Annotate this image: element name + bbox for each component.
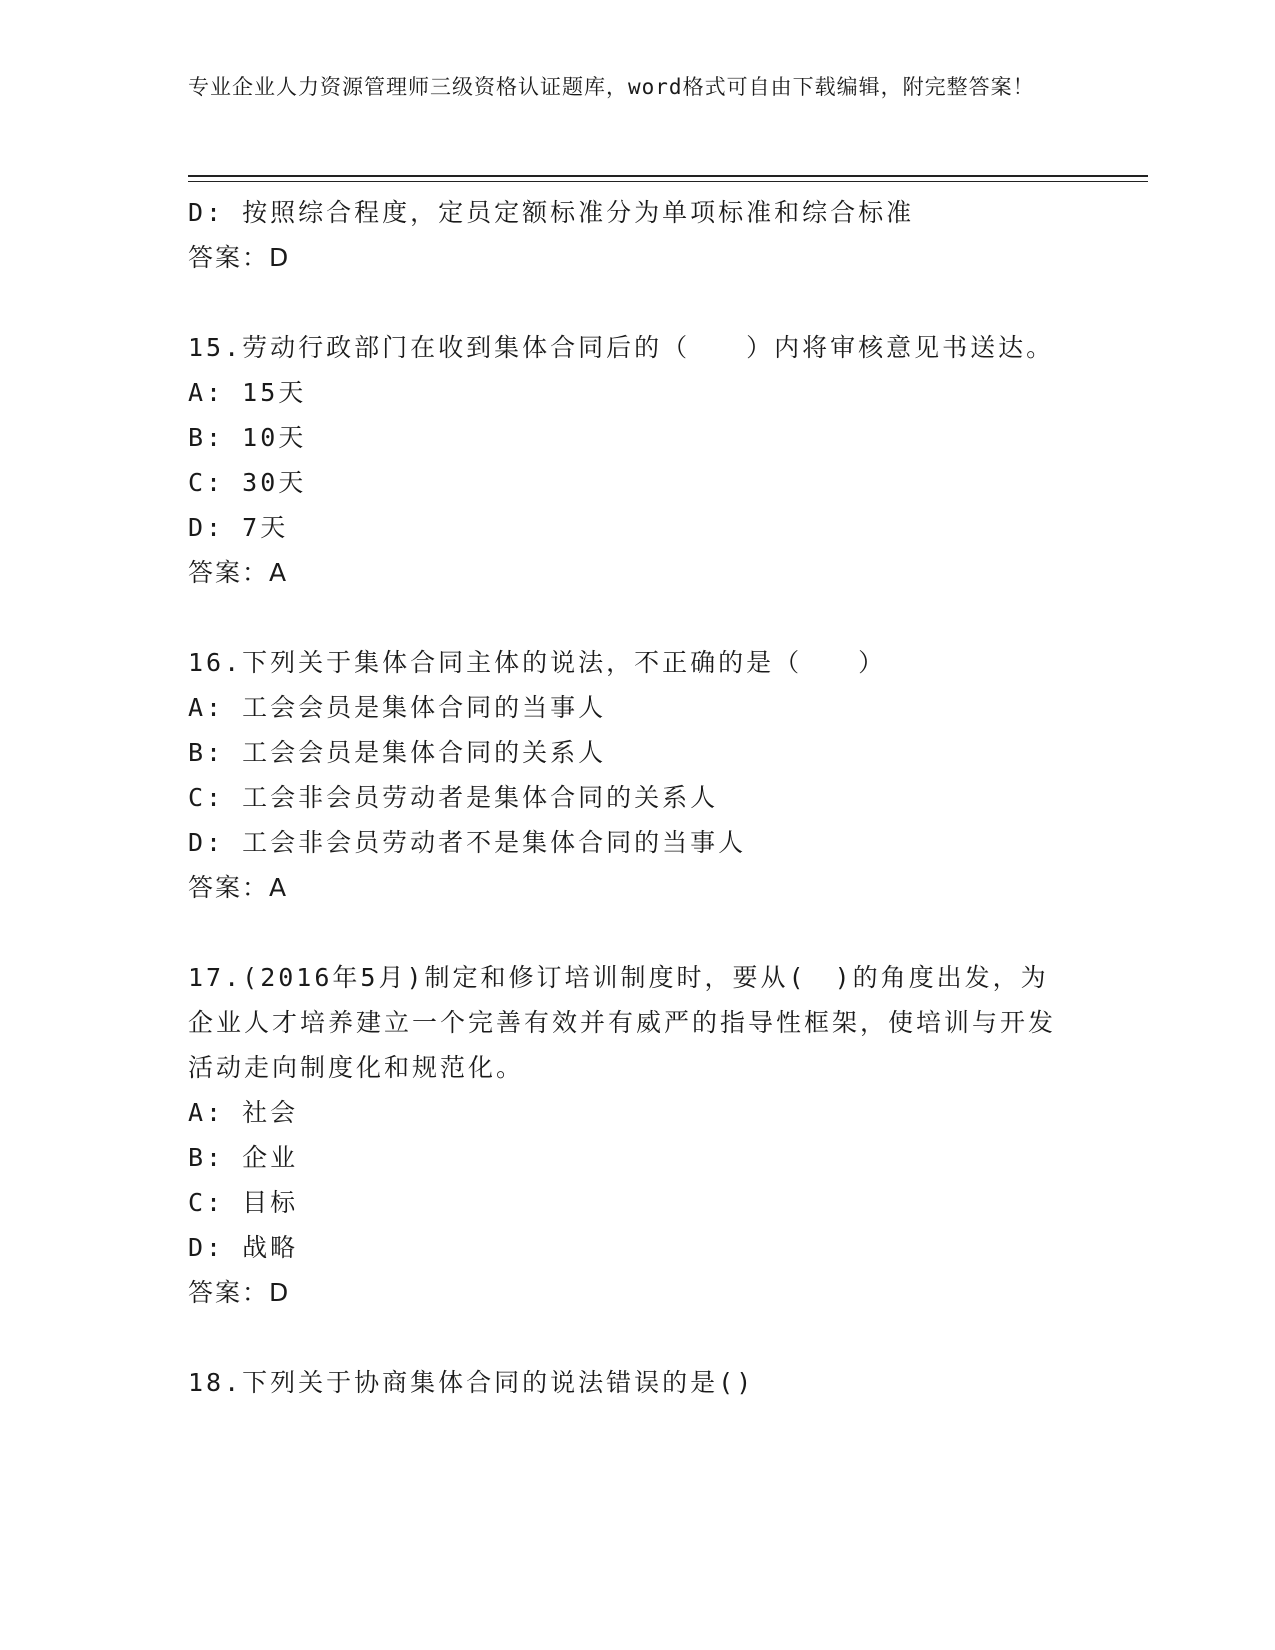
spacer [188,910,1078,955]
option-c: C: 30天 [188,468,307,497]
option-d: D: 工会非会员劳动者不是集体合同的当事人 [188,828,747,857]
option-a: A: 工会会员是集体合同的当事人 [188,693,607,722]
option-a: A: 社会 [188,1098,299,1127]
option-c: C: 目标 [188,1188,299,1217]
question-text: 16.下列关于集体合同主体的说法，不正确的是（ ） [188,648,887,677]
question-text: 18.下列关于协商集体合同的说法错误的是() [188,1368,755,1397]
spacer [188,1315,1078,1360]
question-18 [188,1360,1078,1405]
option-a: A: 15天 [188,378,307,407]
prev-option-d: D: 按照综合程度，定员定额标准分为单项标准和综合标准 [188,198,915,227]
header-rule-thin [188,181,1148,182]
question-text: 17.(2016年5月)制定和修订培训制度时，要从( )的角度出发，为企业人才培养建立一个完善有效并有威严的指导性框架，使培训与开发活动走向制度化和规范化。 [188,963,1057,1082]
spacer [188,280,1078,325]
page-header: 专业企业人力资源管理师三级资格认证题库，word格式可自由下载编辑，附完整答案！ [188,75,1035,99]
option-b: B: 工会会员是集体合同的关系人 [188,738,607,767]
option-b: B: 企业 [188,1143,299,1172]
answer: 答案：A [188,558,289,587]
answer: 答案：D [188,1278,291,1307]
option-d: D: 战略 [188,1233,299,1262]
question-text: 15.劳动行政部门在收到集体合同后的（ ）内将审核意见书送达。 [188,333,1055,362]
question-content [188,190,1078,1405]
question-15 [188,325,1078,595]
option-d: D: 7天 [188,513,289,542]
spacer [188,595,1078,640]
question-16 [188,640,1078,910]
question-17 [188,955,1078,1315]
header-rule-thick [188,175,1148,177]
answer: 答案：A [188,873,289,902]
option-c: C: 工会非会员劳动者是集体合同的关系人 [188,783,719,812]
option-b: B: 10天 [188,423,307,452]
prev-answer: 答案：D [188,243,291,272]
